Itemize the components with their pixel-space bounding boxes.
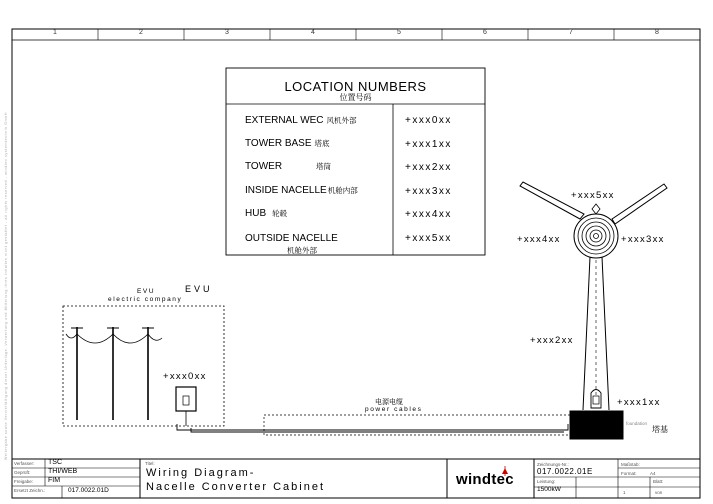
tb-format-value: A4 bbox=[650, 471, 656, 476]
tb-label-title: Titel: bbox=[145, 461, 155, 466]
evu-cabinet-door bbox=[183, 396, 189, 405]
evu-box bbox=[63, 306, 224, 426]
tb-label-format: Format: bbox=[621, 471, 637, 476]
evu-label-small: EVU bbox=[137, 288, 156, 295]
drawing-title-line2: Nacelle Converter Cabinet bbox=[146, 481, 326, 493]
foundation-label: foundation bbox=[626, 421, 648, 426]
location-table-title: LOCATION NUMBERS bbox=[284, 79, 427, 94]
tb-label-scale: Maßstab: bbox=[621, 462, 640, 467]
column-number: 6 bbox=[483, 29, 487, 36]
column-number: 1 bbox=[53, 29, 57, 36]
drawing-number: 017.0022.01E bbox=[537, 467, 593, 476]
drawing-title-line1: Wiring Diagram- bbox=[146, 467, 256, 479]
location-name-cn: 轮毂 bbox=[272, 209, 288, 218]
tb-label-approved: Geprüft: bbox=[14, 470, 31, 475]
tb-label-sheet-of: von bbox=[655, 490, 663, 495]
title-block-grid bbox=[12, 459, 700, 498]
location-code: +xxx0xx bbox=[405, 115, 452, 126]
location-name-cn: 机舱内部 bbox=[327, 186, 358, 195]
location-code: +xxx5xx bbox=[405, 233, 452, 244]
location-name-cn: 机舱外部 bbox=[287, 246, 317, 255]
evu-location-code: +xxx0xx bbox=[163, 371, 207, 382]
location-row-external-wec bbox=[245, 115, 357, 126]
tb-label-power: Leistung: bbox=[537, 479, 556, 484]
tb-released-by: FIM bbox=[48, 477, 61, 484]
cable-label-cn: 电源电缆 bbox=[375, 398, 403, 406]
evu-label-large: EVU bbox=[185, 284, 213, 294]
location-name: EXTERNAL WEC bbox=[245, 115, 324, 126]
location-name-cn: 塔筒 bbox=[316, 162, 332, 171]
location-name: OUTSIDE NACELLE bbox=[245, 233, 338, 244]
tb-created-by: TSC bbox=[48, 459, 62, 466]
foundation-label-cn: 塔基 bbox=[652, 425, 668, 434]
column-number: 7 bbox=[569, 29, 573, 36]
evu-cabinet bbox=[176, 387, 196, 411]
evu-description: electric company bbox=[108, 296, 183, 303]
turbine-code-left: +xxx4xx bbox=[517, 234, 561, 245]
turbine-code-top: +xxx5xx bbox=[571, 190, 615, 201]
location-code: +xxx1xx bbox=[405, 139, 452, 150]
tb-power-value: 1500kW bbox=[537, 486, 561, 493]
power-cable-upper bbox=[177, 424, 568, 430]
location-name: INSIDE NACELLE bbox=[245, 185, 327, 196]
column-number: 5 bbox=[397, 29, 401, 36]
location-name: TOWER BASE bbox=[245, 138, 312, 149]
location-row-tower bbox=[245, 161, 331, 172]
tb-label-created: Verfasser: bbox=[14, 461, 35, 466]
column-number: 2 bbox=[139, 29, 143, 36]
tb-approved-by: THI/WEB bbox=[48, 468, 78, 475]
location-row-outside-nacelle bbox=[245, 233, 338, 244]
tb-replaces-drawing: 017.0022.01D bbox=[68, 487, 109, 494]
turbine-code-right: +xxx3xx bbox=[621, 234, 665, 245]
windtec-logo: windtec bbox=[456, 471, 514, 488]
turbine-code-base: +xxx1xx bbox=[617, 397, 661, 408]
location-name: TOWER bbox=[245, 161, 283, 172]
tb-label-drawing-no: Zeichnungs-Nr.: bbox=[537, 462, 569, 467]
cable-label: power cables bbox=[365, 406, 423, 413]
location-table-title-cn: 位置号码 bbox=[339, 93, 372, 102]
tb-label-replaces: Ersetzt Zeichn.: bbox=[14, 488, 46, 493]
location-name-cn: 塔底 bbox=[314, 139, 330, 148]
tb-sheet-value: 1 bbox=[623, 490, 626, 495]
tb-label-released: Freigabe: bbox=[14, 479, 34, 484]
location-code: +xxx4xx bbox=[405, 209, 452, 220]
location-name: HUB bbox=[245, 208, 267, 219]
location-name-cn: 风机外部 bbox=[326, 116, 357, 125]
location-row-tower-base bbox=[245, 138, 330, 149]
column-number: 3 bbox=[225, 29, 229, 36]
location-code: +xxx3xx bbox=[405, 186, 452, 197]
column-number: 4 bbox=[311, 29, 315, 36]
power-poles bbox=[66, 327, 162, 420]
location-row-inside-nacelle bbox=[245, 185, 358, 196]
location-code: +xxx2xx bbox=[405, 162, 452, 173]
copyright-note: Weitergabe sowie Vervielfältigung dieser Unterlage, Verwertung und Mitteilung ihres Inhaltes nicht gestattet - all rights reserved - windtec systemtechnik GmbH bbox=[4, 111, 8, 460]
location-row-hub bbox=[245, 208, 287, 219]
turbine-code-tower: +xxx2xx bbox=[530, 335, 574, 346]
tb-label-sheet: Blatt: bbox=[653, 479, 664, 484]
column-number: 8 bbox=[655, 29, 659, 36]
